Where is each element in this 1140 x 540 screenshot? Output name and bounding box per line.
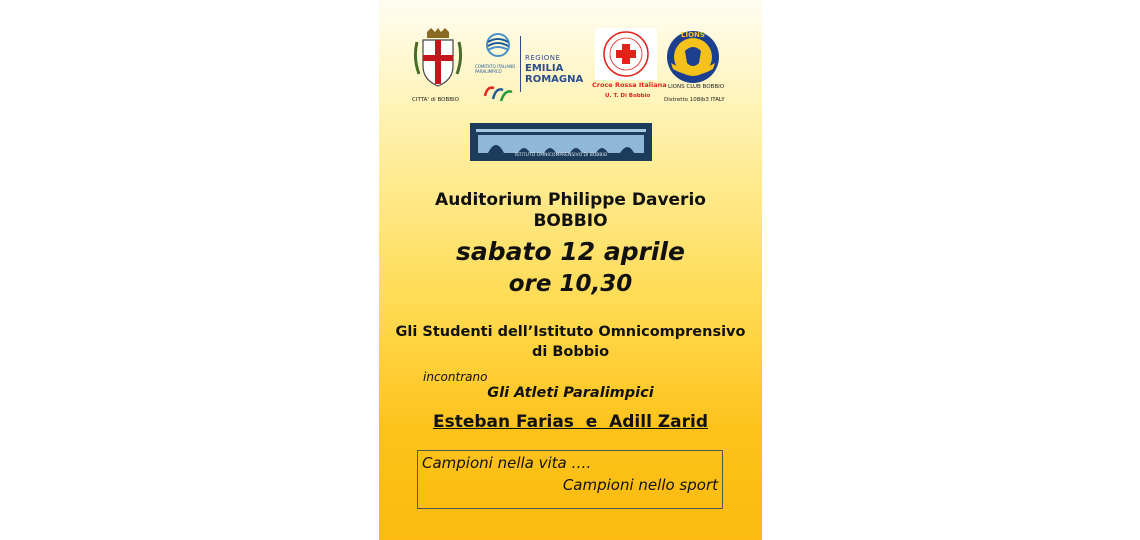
students-line2: di Bobbio (531, 344, 610, 360)
lions-badge-text: LIONS (681, 31, 705, 39)
paralympic-caption-line1: COMITATO ITALIANO (475, 64, 516, 69)
slogan-box (417, 450, 723, 509)
slogan-line1: Campioni nella vita …. (422, 454, 592, 472)
lions-caption: LIONS CLUB BOBBIO (668, 84, 725, 90)
school-banner (470, 123, 652, 161)
lions-district: Distretto 108Ib3 ITALY (664, 97, 725, 103)
bobbio-caption: CITTA' di BOBBIO (412, 97, 459, 103)
event-city: BOBBIO (533, 211, 608, 231)
slogan-line2: Campioni nello sport (562, 476, 718, 494)
school-banner-caption: ISTITUTO OMNICOMPRENSIVO DI BOBBIO (514, 153, 608, 158)
region-name-line1: EMILIA (525, 63, 564, 74)
agitos-icon (482, 82, 514, 104)
logo-divider (520, 36, 521, 92)
students-line1: Gli Studenti dell’Istituto Omnicomprensivo (395, 324, 746, 340)
students-block (379, 322, 762, 362)
region-label: REGIONE (525, 54, 561, 62)
paralympic-committee-icon (480, 32, 516, 64)
red-cross-logo-box (595, 28, 657, 80)
event-poster (379, 0, 762, 540)
red-cross-name: Croce Rossa Italiana (592, 81, 667, 89)
bobbio-coat-of-arms-icon (413, 28, 463, 90)
region-name-line2: ROMAGNA (525, 74, 584, 85)
athletes-label: Gli Atleti Paralimpici (487, 385, 654, 401)
meet-text: incontrano (423, 370, 488, 384)
paralympic-caption-line2: PARALIMPICO (475, 69, 502, 74)
red-cross-unit: U. T. Di Bobbio (605, 93, 651, 99)
event-venue: Auditorium Philippe Daverio (435, 190, 706, 210)
event-date: sabato 12 aprile (455, 237, 686, 266)
event-venue-block (379, 190, 762, 232)
red-cross-icon (595, 28, 657, 80)
athletes-names: Esteban Farias e Adill Zarid (432, 412, 709, 432)
event-time: ore 10,30 (508, 271, 633, 297)
